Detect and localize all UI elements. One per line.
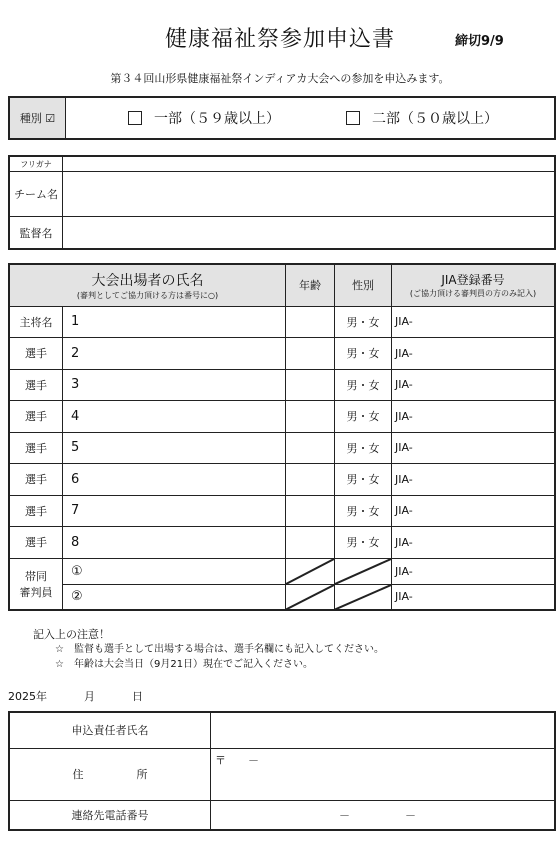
jia-cell[interactable]: [392, 306, 556, 338]
referee-role: [9, 558, 63, 610]
participant-row: [9, 338, 555, 370]
category-option-2[interactable]: [346, 108, 498, 128]
participant-number: 3: [71, 377, 80, 393]
referee-role-line2: 審判員: [19, 585, 53, 599]
participant-name-cell[interactable]: [63, 464, 286, 496]
diagonal-slash-icon: [335, 585, 391, 610]
participant-role: 選手: [9, 432, 63, 464]
date-month[interactable]: 月: [84, 690, 95, 703]
participant-role: 選手: [9, 495, 63, 527]
age-cell[interactable]: [286, 527, 335, 559]
table-header-row: [9, 264, 555, 306]
participant-row: [9, 369, 555, 401]
jia-cell[interactable]: [392, 464, 556, 496]
participant-name-cell[interactable]: [63, 306, 286, 338]
participant-number: 4: [71, 408, 80, 424]
gender-cell[interactable]: 男・女: [335, 527, 392, 559]
referee-row: [9, 584, 555, 610]
participant-number: 1: [71, 314, 80, 330]
date-year: 2025年: [8, 690, 47, 703]
age-cell-disabled: [286, 558, 335, 584]
address-label: [9, 748, 211, 800]
intro-text: 第３４回山形県健康福祉祭インディアカ大会への参加を申込みます。: [110, 72, 450, 85]
gender-cell[interactable]: 男・女: [335, 306, 392, 338]
form-title: 健康福祉祭参加申込書: [164, 27, 395, 52]
jia-cell[interactable]: [392, 527, 556, 559]
participant-name-cell[interactable]: [63, 338, 286, 370]
jia-prefix: JIA-: [395, 346, 413, 360]
note-item: ☆ 監督も選手として出場する場合は、選手名欄にも記入してください。: [55, 644, 384, 655]
participant-row: [9, 432, 555, 464]
team-name-row: [10, 172, 554, 217]
category-label: 種別 ☑: [10, 98, 66, 138]
team-name-field[interactable]: [63, 172, 554, 216]
referee-row: [9, 558, 555, 584]
participant-row: [9, 401, 555, 433]
participant-role: 選手: [9, 369, 63, 401]
jia-prefix: JIA-: [395, 590, 413, 604]
referee-name-cell[interactable]: [63, 558, 286, 584]
diagonal-slash-icon: [286, 585, 334, 610]
participant-name-cell[interactable]: [63, 401, 286, 433]
jia-prefix: JIA-: [395, 441, 413, 455]
note-item: ☆ 年齢は大会当日（9月21日）現在でご記入ください。: [55, 659, 314, 670]
participant-number: 2: [71, 345, 80, 361]
coach-field[interactable]: [63, 217, 554, 248]
jia-prefix: JIA-: [395, 378, 413, 392]
age-cell[interactable]: [286, 464, 335, 496]
applicant-name-field[interactable]: [211, 712, 556, 748]
gender-cell[interactable]: 男・女: [335, 338, 392, 370]
age-cell[interactable]: [286, 338, 335, 370]
participant-role: 選手: [9, 338, 63, 370]
participant-role: 選手: [9, 464, 63, 496]
category-option-label: 一部（５９歳以上）: [154, 111, 280, 127]
referee-jia-cell[interactable]: [392, 584, 556, 610]
name-header-main: 大会出場者の氏名: [91, 272, 204, 289]
participant-number: 8: [71, 534, 80, 550]
jia-cell[interactable]: [392, 432, 556, 464]
participant-name-cell[interactable]: [63, 432, 286, 464]
jia-cell[interactable]: [392, 338, 556, 370]
participants-table: [8, 263, 556, 611]
furigana-field[interactable]: [63, 157, 554, 171]
age-cell[interactable]: [286, 495, 335, 527]
category-option-1[interactable]: [128, 108, 280, 128]
jia-prefix: JIA-: [395, 504, 413, 518]
gender-cell[interactable]: 男・女: [335, 401, 392, 433]
furigana-label: フリガナ: [10, 157, 63, 171]
diagonal-slash-icon: [335, 559, 391, 584]
phone-row: [9, 800, 555, 830]
participant-row: [9, 527, 555, 559]
participant-number: 7: [71, 503, 80, 519]
participant-row: [9, 495, 555, 527]
coach-row: [10, 217, 554, 248]
notes-section: [33, 627, 384, 672]
participant-row: [9, 306, 555, 338]
participant-role: 選手: [9, 527, 63, 559]
address-label-1: 住: [72, 768, 84, 781]
jia-cell[interactable]: [392, 495, 556, 527]
gender-cell[interactable]: 男・女: [335, 495, 392, 527]
applicant-name-row: [9, 712, 555, 748]
team-section: [8, 155, 556, 250]
address-label-2: 所: [136, 768, 148, 781]
team-name-label: チーム名: [10, 172, 63, 216]
jia-header-sub: (ご協力頂ける審判員の方のみ記入): [409, 289, 537, 299]
jia-header: [392, 264, 556, 306]
phone-field[interactable]: [211, 800, 556, 830]
date-line: [8, 688, 143, 704]
age-cell[interactable]: [286, 306, 335, 338]
participant-row: [9, 464, 555, 496]
gender-header: 性別: [335, 264, 392, 306]
participant-role: 主将名: [9, 306, 63, 338]
referee-role-line1: 帯同: [25, 569, 47, 583]
date-day[interactable]: 日: [132, 690, 143, 703]
applicant-table: [8, 711, 556, 831]
diagonal-slash-icon: [286, 559, 334, 584]
furigana-row: [10, 157, 554, 172]
jia-cell[interactable]: [392, 401, 556, 433]
gender-cell[interactable]: 男・女: [335, 432, 392, 464]
referee-name-cell[interactable]: [63, 584, 286, 610]
jia-cell[interactable]: [392, 369, 556, 401]
participant-number: 5: [71, 440, 80, 456]
category-section: [8, 96, 556, 140]
age-cell[interactable]: [286, 432, 335, 464]
notes-heading: 記入上の注意！: [33, 628, 110, 641]
gender-cell-disabled: [335, 558, 392, 584]
age-cell[interactable]: [286, 401, 335, 433]
gender-cell-disabled: [335, 584, 392, 610]
age-cell[interactable]: [286, 369, 335, 401]
referee-number: ①: [71, 563, 83, 579]
checkbox-icon[interactable]: [128, 111, 142, 125]
deadline-label: 締切9/9: [455, 34, 504, 49]
checkbox-icon[interactable]: [346, 111, 360, 125]
jia-prefix: JIA-: [395, 564, 413, 578]
name-header: [9, 264, 286, 306]
address-field[interactable]: [211, 748, 556, 800]
applicant-name-label: 申込責任者氏名: [9, 712, 211, 748]
age-cell-disabled: [286, 584, 335, 610]
jia-prefix: JIA-: [395, 315, 413, 329]
participant-role: 選手: [9, 401, 63, 433]
coach-label: 監督名: [10, 217, 63, 248]
jia-header-main: JIA登録番号: [441, 273, 505, 288]
jia-prefix: JIA-: [395, 409, 413, 423]
name-header-sub: (審判としてご協力頂ける方は番号に○): [76, 290, 219, 300]
participant-name-cell[interactable]: [63, 527, 286, 559]
participant-name-cell[interactable]: [63, 369, 286, 401]
phone-label: 連絡先電話番号: [9, 800, 211, 830]
jia-prefix: JIA-: [395, 535, 413, 549]
jia-prefix: JIA-: [395, 472, 413, 486]
phone-format: － －: [339, 808, 416, 822]
participant-name-cell[interactable]: [63, 495, 286, 527]
postal-mark: 〒 －: [215, 753, 259, 767]
referee-jia-cell[interactable]: [392, 558, 556, 584]
gender-cell[interactable]: 男・女: [335, 369, 392, 401]
participant-number: 6: [71, 471, 80, 487]
age-header: 年齢: [286, 264, 335, 306]
gender-cell[interactable]: 男・女: [335, 464, 392, 496]
referee-number: ②: [71, 589, 83, 605]
category-option-label: 二部（５０歳以上）: [372, 111, 498, 127]
address-row: [9, 748, 555, 800]
